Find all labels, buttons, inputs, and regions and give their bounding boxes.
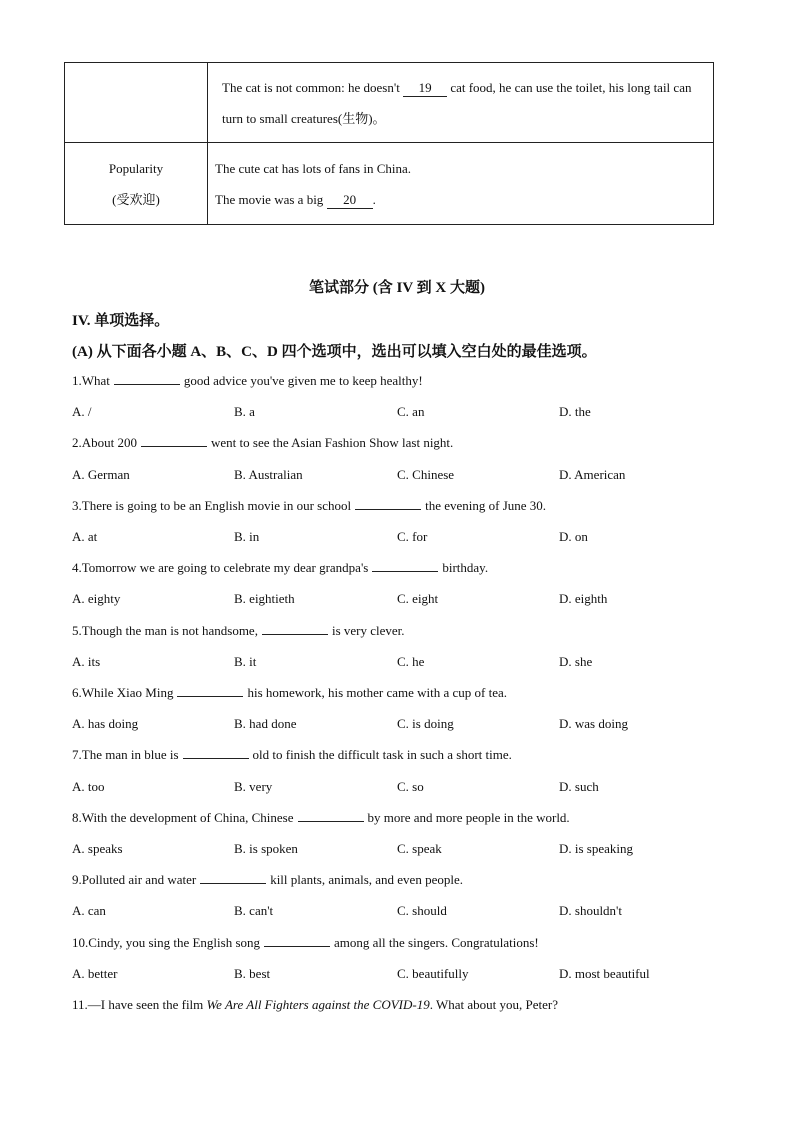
option-c[interactable]: C. should (397, 903, 447, 918)
option-c[interactable]: C. he (397, 654, 425, 669)
question-8: 8.With the development of China, Chinese by more and more people in the world. (72, 810, 570, 825)
option-d[interactable]: D. she (559, 654, 593, 669)
option-a[interactable]: A. eighty (72, 591, 121, 606)
options-row (72, 529, 712, 547)
option-b[interactable]: B. is spoken (234, 841, 298, 856)
options-row (72, 716, 712, 734)
answer-blank[interactable] (298, 810, 364, 822)
option-a[interactable]: A. its (72, 654, 101, 669)
option-a[interactable]: A. speaks (72, 841, 123, 856)
question-11: 11.—I have seen the film We Are All Fighters against the COVID-19. What about you, Peter? (72, 997, 558, 1012)
popularity-label: Popularity (108, 160, 164, 176)
option-a[interactable]: A. too (72, 779, 105, 794)
question-6: 6.While Xiao Ming his homework, his mother came with a cup of tea. (72, 685, 508, 700)
option-a[interactable]: A. / (72, 404, 92, 419)
answer-blank[interactable] (264, 935, 330, 947)
options-row (72, 841, 712, 859)
question-4: 4.Tomorrow we are going to celebrate my dear grandpa's birthday. (72, 560, 489, 575)
option-c[interactable]: C. beautifully (397, 966, 469, 981)
option-b[interactable]: B. best (234, 966, 271, 981)
answer-blank[interactable] (262, 623, 328, 635)
options-row (72, 779, 712, 797)
answer-blank[interactable] (183, 747, 249, 759)
option-d[interactable]: D. on (559, 529, 588, 544)
option-c[interactable]: C. Chinese (397, 467, 455, 482)
answer-blank[interactable] (372, 560, 438, 572)
option-c[interactable]: C. for (397, 529, 428, 544)
question-10: 10.Cindy, you sing the English song among all the singers. Congratulations! (72, 935, 539, 950)
option-b[interactable]: B. a (234, 404, 255, 419)
blank-20: 20 (327, 192, 373, 209)
options-row (72, 903, 712, 921)
options-row (72, 654, 712, 672)
blank-19: 19 (403, 80, 447, 97)
option-d[interactable]: D. American (559, 467, 626, 482)
option-d[interactable]: D. such (559, 779, 599, 794)
answer-blank[interactable] (114, 373, 180, 385)
table-text-cell: The cat is not common: he doesn't 19 cat food, he can use the toilet, his long tail can turn to small creatures(生物)。 (208, 63, 714, 143)
option-b[interactable]: B. in (234, 529, 260, 544)
option-a[interactable]: A. at (72, 529, 98, 544)
answer-blank[interactable] (200, 872, 266, 884)
option-a[interactable]: A. German (72, 467, 130, 482)
answer-blank[interactable] (355, 498, 421, 510)
table-row (65, 143, 714, 225)
option-d[interactable]: D. is speaking (559, 841, 634, 856)
option-b[interactable]: B. can't (234, 903, 274, 918)
question-2: 2.About 200 went to see the Asian Fashion Show last night. (72, 435, 454, 450)
reading-table (64, 62, 714, 225)
film-title: We Are All Fighters against the COVID-19 (206, 997, 430, 1012)
option-d[interactable]: D. eighth (559, 591, 608, 606)
question-7: 7.The man in blue is old to finish the difficult task in such a short time. (72, 747, 512, 762)
popularity-label-cn: (受欢迎) (112, 191, 160, 207)
answer-blank[interactable] (141, 435, 207, 447)
option-d[interactable]: D. shouldn't (559, 903, 623, 918)
option-b[interactable]: B. very (234, 779, 273, 794)
option-b[interactable]: B. Australian (234, 467, 303, 482)
option-c[interactable]: C. an (397, 404, 425, 419)
question-5: 5.Though the man is not handsome, is very clever. (72, 623, 405, 638)
question-1: 1.What good advice you've given me to keep healthy! (72, 373, 423, 388)
option-a[interactable]: A. can (72, 903, 106, 918)
question-3: 3.There is going to be an English movie in our school the evening of June 30. (72, 498, 547, 513)
option-d[interactable]: D. most beautiful (559, 966, 650, 981)
section-title: 笔试部分 (含 IV 到 X 大题) (309, 280, 485, 296)
options-row (72, 591, 712, 609)
sub-title: (A) 从下面各小题 A、B、C、D 四个选项中，选出可以填入空白处的最佳选项。 (72, 344, 597, 360)
option-b[interactable]: B. eightieth (234, 591, 295, 606)
option-d[interactable]: D. was doing (559, 716, 628, 731)
option-a[interactable]: A. has doing (72, 716, 139, 731)
part-title: IV. 单项选择。 (72, 313, 170, 329)
question-9: 9.Polluted air and water kill plants, animals, and even people. (72, 872, 463, 887)
option-c[interactable]: C. is doing (397, 716, 454, 731)
table-label-cell (65, 143, 208, 225)
table-label-cell (65, 63, 208, 143)
option-b[interactable]: B. had done (234, 716, 297, 731)
table-text-cell: The cute cat has lots of fans in China. The movie was a big 20 . (208, 143, 714, 225)
answer-blank[interactable] (177, 685, 243, 697)
option-c[interactable]: C. speak (397, 841, 442, 856)
option-c[interactable]: C. so (397, 779, 424, 794)
table-row (65, 63, 714, 143)
options-row (72, 966, 712, 984)
options-row (72, 404, 712, 422)
option-a[interactable]: A. better (72, 966, 118, 981)
options-row (72, 467, 712, 485)
option-d[interactable]: D. the (559, 404, 591, 419)
option-c[interactable]: C. eight (397, 591, 439, 606)
option-b[interactable]: B. it (234, 654, 257, 669)
